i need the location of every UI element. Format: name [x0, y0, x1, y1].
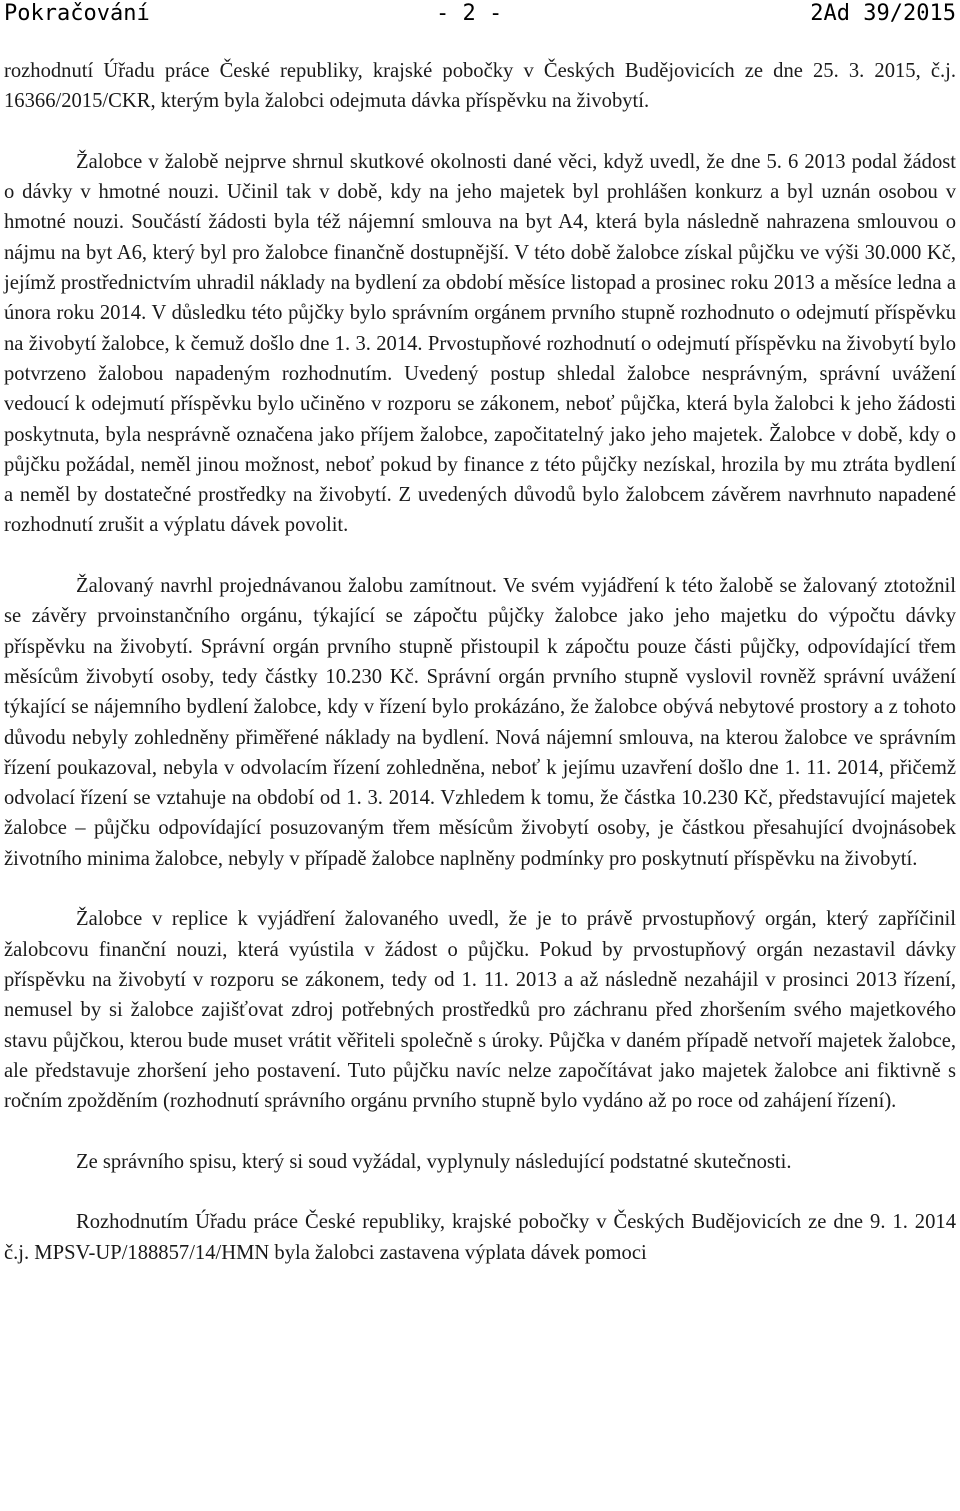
page-header — [4, 0, 956, 28]
paragraph-decision-start: Rozhodnutím Úřadu práce České republiky, krajské pobočky v Českých Budějovicích ze dne 9. 1. 2014 č.j. MPSV-UP/188857/14/HMN byla žalobci zastavena výplata dávek pomoci — [4, 1211, 956, 1264]
paragraph-plaintiff-claim: Žalobce v žalobě nejprve shrnul skutkové okolnosti dané věci, když uvedl, že dne 5. 6 2013 podal žádost o dávky v hmotné nouzi. Učinil tak v době, kdy na jeho majetek byl prohlášen konkurz a byl uznán osobou v hmotné nouzi. Součástí žádosti byla též nájemní smlouva na byt A4, která byla následně nahrazena smlouvou o nájmu na byt A6, který byl pro žalobce finančně dostupnější. V této době žalobce získal půjčku ve výši 30.000 Kč, jejímž prostřednictvím uhradil náklady na bydlení za období měsíce listopad a prosinec roku 2013 a měsíce ledna a února roku 2014. V důsledku této půjčky bylo správním orgánem prvního stupně rozhodnuto o odejmutí příspěvku na živobytí žalobce, k čemuž došlo dne 1. 3. 2014. Prvostupňové rozhodnutí o odejmutí příspěvku na živobytí bylo potvrzeno žalobou napadeným rozhodnutím. Uvedený postup shledal žalobce nesprávným, správní uvážení vedoucí k odejmutí příspěvku bylo učiněno v rozporu se zákonem, neboť půjčka, která byla žalobci k jeho žádosti poskytnuta, byla nesprávně označena jako příjem žalobce, započitatelný jako jeho majetek. Žalobce v době, kdy o půjčku požádal, neměl jinou možnost, neboť pokud by finance z této půjčky nezískal, hrozila by mu ztráta bydlení a neměl by dostatečné prostředky na živobytí. Z uvedených důvodů bylo žalobcem závěrem navrhnuto napadené rozhodnutí zrušit a výplatu dávek povolit. — [4, 150, 956, 537]
header-continuation-label: Pokračování — [4, 1, 150, 26]
document-body — [4, 56, 956, 1298]
header-case-number: 2Ad 39/2015 — [810, 1, 956, 26]
paragraph-plaintiff-replica: Žalobce v replice k vyjádření žalovaného uvedl, že je to právě prvostupňový orgán, který zapříčinil žalobcovu finanční nouzi, která vyústila v žádost o půjčku. Pokud by prvostupňový orgán nezastavil dávky příspěvku na živobytí v rozporu se zákonem, tedy od 1. 11. 2013 a až následně nezahájil v prosinci 2013 řízení, nemusel by si žalobce zajišťovat zdroj potřebných prostředků pro záchranu před zhoršením svého majetkového stavu půjčkou, kterou bude muset vrátit věřiteli společně s úroky. Půjčka v daném případě netvoří majetek žalobce, ale představuje zhoršení jeho postavení. Tuto půjčku navíc nelze započítávat jako majetek žalobce ani fiktivně s ročním zpožděním (rozhodnutí správního orgánu prvního stupně bylo vydáno až po roce od zahájení řízení). — [4, 908, 956, 1113]
header-page-number: - 2 - — [436, 1, 503, 26]
paragraph-file-findings: Ze správního spisu, který si soud vyžádal, vyplynuly následující podstatné skutečnosti. — [76, 1150, 792, 1173]
paragraph-defendant-response: Žalovaný navrhl projednávanou žalobu zamítnout. Ve svém vyjádření k této žalobě se žalovaný ztotožnil se závěry prvoinstančního orgánu, týkající se zápočtu půjčky žalobce jako jeho majetku do výpočtu dávky příspěvku na živobytí. Správní orgán prvního stupně přistoupil k zápočtu pouze části půjčky, odpovídající třem měsícům živobytí osoby, tedy částky 10.230 Kč. Správní orgán prvního stupně vyslovil rovněž správní uvážení týkající se nájemního bydlení žalobce, kdy v řízení bylo prokázáno, že žalobce obývá nebytové prostory a z tohoto důvodu nebyly zohledněny přiměřené náklady na bydlení. Nová nájemní smlouva, na kterou žalobce ve správním řízení poukazoval, nebyla v odvolacím řízení zohledněna, neboť k jejímu uzavření došlo dne 1. 11. 2014, přičemž odvolací řízení se vztahuje na období od 1. 3. 2014. Vzhledem k tomu, že částka 10.230 Kč, představující majetek žalobce – půjčku odpovídající posuzovaným třem měsícům živobytí osoby, je částkou přesahující dvojnásobek životního minima žalobce, nebyly v případě žalobce naplněny podmínky pro poskytnutí příspěvku na živobytí. — [4, 575, 956, 870]
paragraph-intro: rozhodnutí Úřadu práce České republiky, krajské pobočky v Českých Budějovicích ze dne 25. 3. 2015, č.j. 16366/2015/CKR, kterým byla žalobci odejmuta dávka příspěvku na živobytí. — [4, 60, 956, 113]
